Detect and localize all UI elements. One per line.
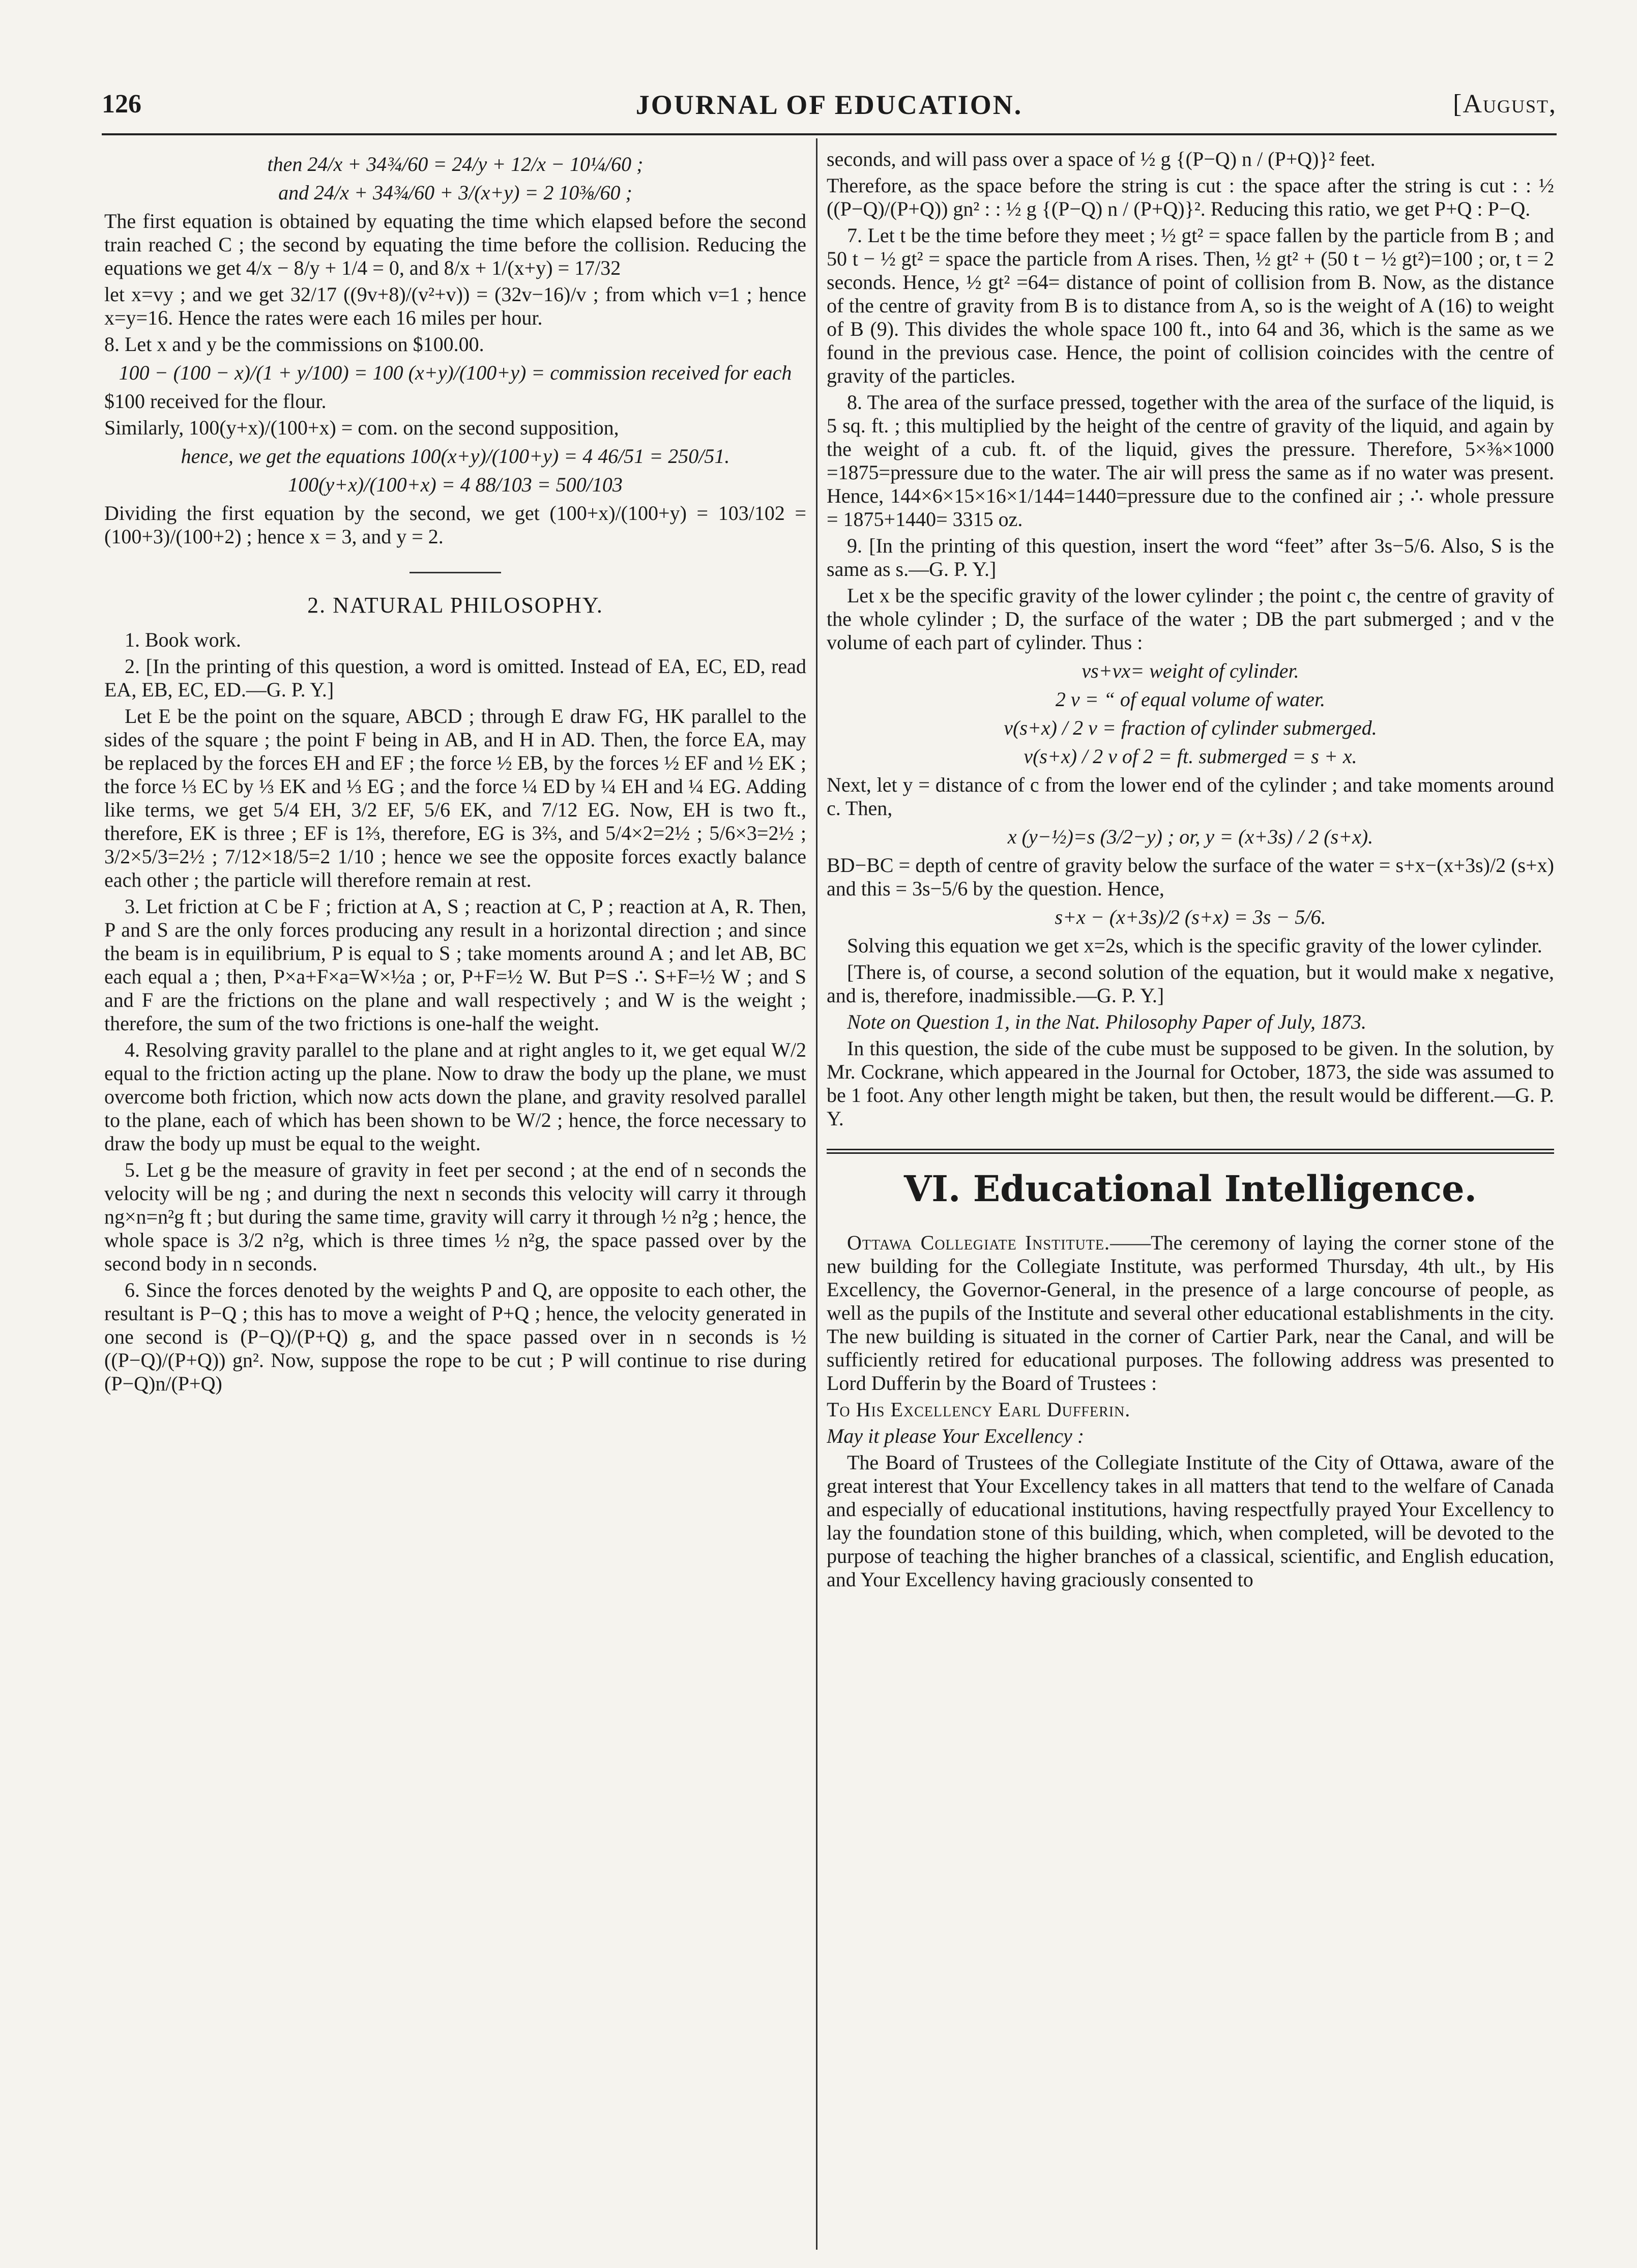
paragraph-let-x: let x=vy ; and we get 32/17 ((9v+8)/(v²+v)) = (32v−16)/v ; from which v=1 ; hence x=y=16. Hence the rates were each 16 miles per hour. xyxy=(104,283,806,329)
month-label: [August, xyxy=(1453,90,1557,119)
question-8-equation-1: 100 − (100 − x)/(1 + y/100) = 100 (x+y)/(100+y) = commission received for each xyxy=(119,361,792,384)
np9-equation-2: 2 v = “ of equal volume of water. xyxy=(1055,688,1326,711)
np9-second-solution: [There is, of course, a second solution of the equation, but it would make x negative, and is, therefore, inadmissible.—G. P. Y.] xyxy=(827,961,1554,1007)
ottawa-paragraph xyxy=(827,1231,1554,1395)
note-title: Note on Question 1, in the Nat. Philosophy Paper of July, 1873. xyxy=(847,1010,1367,1033)
ottawa-body: ——The ceremony of laying the corner stone of the new building for the Collegiate Institute, was performed Thursday, 4th ult., by His Excellency, the Governor-General, in the presence of a large concourse of people, as well as the pupils of the Institute and several other educational establishments in the city. The new building is situated in the corner of Cartier Park, near the Canal, and will be sufficiently retired for educational purposes. The following address was presented to Lord Dufferin by the Board of Trustees : xyxy=(827,1231,1554,1394)
question-8-similarly: Similarly, 100(y+x)/(100+x) = com. on the second supposition, xyxy=(104,416,619,439)
np-answer-9-let: Let x be the specific gravity of the lower cylinder ; the point c, the centre of gravity of the whole cylinder ; D, the surface of the water ; DB the part submerged ; and v the volume of each part of cylinder. Thus : xyxy=(827,584,1554,654)
np-answer-8: 8. The area of the surface pressed, together with the area of the surface of the liquid, is 5 sq. ft. ; this multiplied by the height of the centre of gravity of the liquid, and again by the weight of a cub. ft. of the liquid, gives the pressure. Therefore, 5×⅜×1000 =1875=pressure due to the water. The air will press the same as if no water was present. Hence, 144×6×15×16×1/144=1440=pressure due to the confined air ; ∴ whole pressure = 1875+1440= 3315 oz. xyxy=(827,391,1554,531)
np9-equation-1: vs+vx= weight of cylinder. xyxy=(1081,659,1299,682)
question-8-equation-3: 100(y+x)/(100+x) = 4 88/103 = 500/103 xyxy=(288,473,623,496)
np9-equation-6: s+x − (x+3s)/2 (s+x) = 3s − 5/6. xyxy=(1055,906,1326,928)
intelligence-separator xyxy=(827,1149,1554,1157)
header-rule xyxy=(102,133,1557,135)
section-separator xyxy=(410,572,501,573)
np-answer-2-note: 2. [In the printing of this question, a word is omitted. Instead of EA, EC, ED, read EA, EB, EC, ED.—G. P. Y.] xyxy=(104,655,806,701)
journal-title: JOURNAL OF EDUCATION. xyxy=(635,90,1023,120)
np9-equation-4: v(s+x) / 2 v of 2 = ft. submerged = s + x. xyxy=(1024,745,1357,768)
left-column xyxy=(104,148,806,2249)
section-title: 2. NATURAL PHILOSOPHY. xyxy=(307,593,603,618)
note-body: In this question, the side of the cube must be supposed to be given. In the solution, by Mr. Cockrane, which appeared in the Journal for October, 1873, the side was assumed to be 1 foot. Any other length might be taken, but then, the result would be different.—G. P. Y. xyxy=(827,1037,1554,1130)
question-8-flour: $100 received for the flour. xyxy=(104,390,327,413)
page-header xyxy=(102,89,1557,125)
column-divider xyxy=(816,138,817,2250)
paragraph-seconds: seconds, and will pass over a space of ½ g {(P−Q) n / (P+Q)}² feet. xyxy=(827,148,1376,170)
right-column xyxy=(827,148,1554,2249)
np-answer-9-note: 9. [In the printing of this question, insert the word “feet” after 3s−5/6. Also, S is the same as s.—G. P. Y.] xyxy=(827,534,1554,580)
equation-time-2: and 24/x + 34¾/60 + 3/(x+y) = 2 10⅜/60 ; xyxy=(278,181,632,204)
intelligence-heading: VI. Educational Intelligence. xyxy=(904,1168,1477,1210)
np-answer-1: 1. Book work. xyxy=(125,628,241,651)
np-answer-4: 4. Resolving gravity parallel to the plane and at right angles to it, we get equal W/2 equal to the friction acting up the plane. Now to draw the body up the plane, we must overcome both friction, which now acts down the plane, and gravity resolved parallel to the plane, each of which has been shown to be W/2 ; hence, the force necessary to draw the body up must be equal to the weight. xyxy=(104,1038,806,1155)
may-it-please: May it please Your Excellency : xyxy=(827,1424,1085,1447)
np9-equation-3: v(s+x) / 2 v = fraction of cylinder submerged. xyxy=(1004,716,1377,739)
np-answer-5: 5. Let g be the measure of gravity in feet per second ; at the end of n seconds the velocity will be ng ; and during the next n seconds this velocity will carry it through ng×n=n²g ft ; but during the same time, gravity will carry it through ½ n²g ; hence, the whole space is 3/2 n²g, which is three times ½ n²g, the space passed over by the second body in n seconds. xyxy=(104,1158,806,1275)
np-answer-2-body: Let E be the point on the square, ABCD ; through E draw FG, HK parallel to the sides of the square ; the point F being in AB, and H in AD. Then, the force EA, may be replaced by the forces EH and EF ; the force ½ EB, by the forces ½ EF and ½ EK ; the force ⅓ EC by ⅓ EK and ⅓ EG ; and the force ¼ ED by ¼ EH and ¼ EG. Adding like terms, we get 5/4 EH, 3/2 EF, 5/6 EK, and 7/12 EG. Now, EH is two ft., therefore, EK is three ; EF is 1⅔, therefore, EG is 3⅔, and 5/4×2=2½ ; 5/6×3=2½ ; 3/2×5/3=2½ ; 7/12×18/5=2 1/10 ; hence we see the opposite forces exactly balance each other ; the particle will therefore remain at rest. xyxy=(104,705,806,891)
question-8-dividing: Dividing the first equation by the second, we get (100+x)/(100+y) = 103/102 = (100+3)/(100+2) ; hence x = 3, and y = 2. xyxy=(104,502,806,548)
page-number: 126 xyxy=(102,90,141,119)
np9-solving: Solving this equation we get x=2s, which is the specific gravity of the lower cylinder. xyxy=(847,934,1542,957)
ottawa-heading: Ottawa Collegiate Institute. xyxy=(847,1231,1110,1254)
np9-next: Next, let y = distance of c from the lower end of the cylinder ; and take moments around c. Then, xyxy=(827,773,1554,820)
np-answer-6: 6. Since the forces denoted by the weights P and Q, are opposite to each other, the resultant is P−Q ; this has to move a weight of P+Q ; hence, the velocity generated in one second is (P−Q)/(P+Q) g, and the space passed over in n seconds is ½ ((P−Q)/(P+Q)) gn². Now, suppose the rope to be cut ; P will continue to rise during (P−Q)n/(P+Q) xyxy=(104,1278,806,1395)
question-8-hence: hence, we get the equations 100(x+y)/(100+y) = 4 46/51 = 250/51. xyxy=(181,445,730,468)
np9-bd-bc: BD−BC = depth of centre of gravity below the surface of the water = s+x−(x+3s)/2 (s+x) and this = 3s−5/6 by the question. Hence, xyxy=(827,854,1554,900)
np-answer-3: 3. Let friction at C be F ; friction at A, S ; reaction at C, P ; reaction at A, R. Then, P and S are the only forces producing any result in a horizontal direction ; and since the beam is in equilibrium, P is equal to S ; take moments around A ; and let AB, BC each equal a ; then, P×a+F×a=W×½a ; or, P+F=½ W. But P=S ∴ S+F=½ W ; and S and F are the frictions on the plane and wall respectively ; and W is the weight ; therefore, the sum of the two frictions is one-half the weight. xyxy=(104,895,806,1035)
np-answer-7: 7. Let t be the time before they meet ; ½ gt² = space fallen by the particle from B ; and 50 t − ½ gt² = space the particle from A rises. Then, ½ gt² + (50 t − ½ gt²)=100 ; or, t = 2 seconds. Hence, ½ gt² =64= distance of point of collision from B. Now, as the distance of the centre of gravity from B is to distance from A, so is the weight of A (16) to weight of B (9). This divides the whole space 100 ft., into 64 and 36, which is the same as we found in the previous case. Hence, the point of collision coincides with the centre of gravity of the particles. xyxy=(827,224,1554,387)
equation-time-1: then 24/x + 34¾/60 = 24/y + 12/x − 10¼/60 ; xyxy=(267,153,644,176)
question-8-intro: 8. Let x and y be the commissions on $100.00. xyxy=(104,333,484,356)
paragraph-first-equation: The first equation is obtained by equating the time which elapsed before the second train reached C ; the second by equating the time before the collision. Reducing the equations we get 4/x − 8/y + 1/4 = 0, and 8/x + 1/(x+y) = 17/32 xyxy=(104,210,806,279)
address-salutation: To His Excellency Earl Dufferin. xyxy=(827,1398,1131,1421)
np9-equation-5: x (y−½)=s (3/2−y) ; or, y = (x+3s) / 2 (s+x). xyxy=(1007,825,1373,848)
board-address: The Board of Trustees of the Collegiate Institute of the City of Ottawa, aware of the great interest that Your Excellency takes in all matters that tend to the welfare of Canada and especially of educational institutions, having respectfully prayed Your Excellency to lay the foundation stone of this building, which, when completed, will be devoted to the purpose of teaching the higher branches of a classical, scientific, and English education, and Your Excellency having graciously consented to xyxy=(827,1451,1554,1591)
paragraph-therefore: Therefore, as the space before the string is cut : the space after the string is cut : : ½ ((P−Q)/(P+Q)) gn² : : ½ g {(P−Q) n / (P+Q)}². Reducing this ratio, we get P+Q : P−Q. xyxy=(827,174,1554,220)
